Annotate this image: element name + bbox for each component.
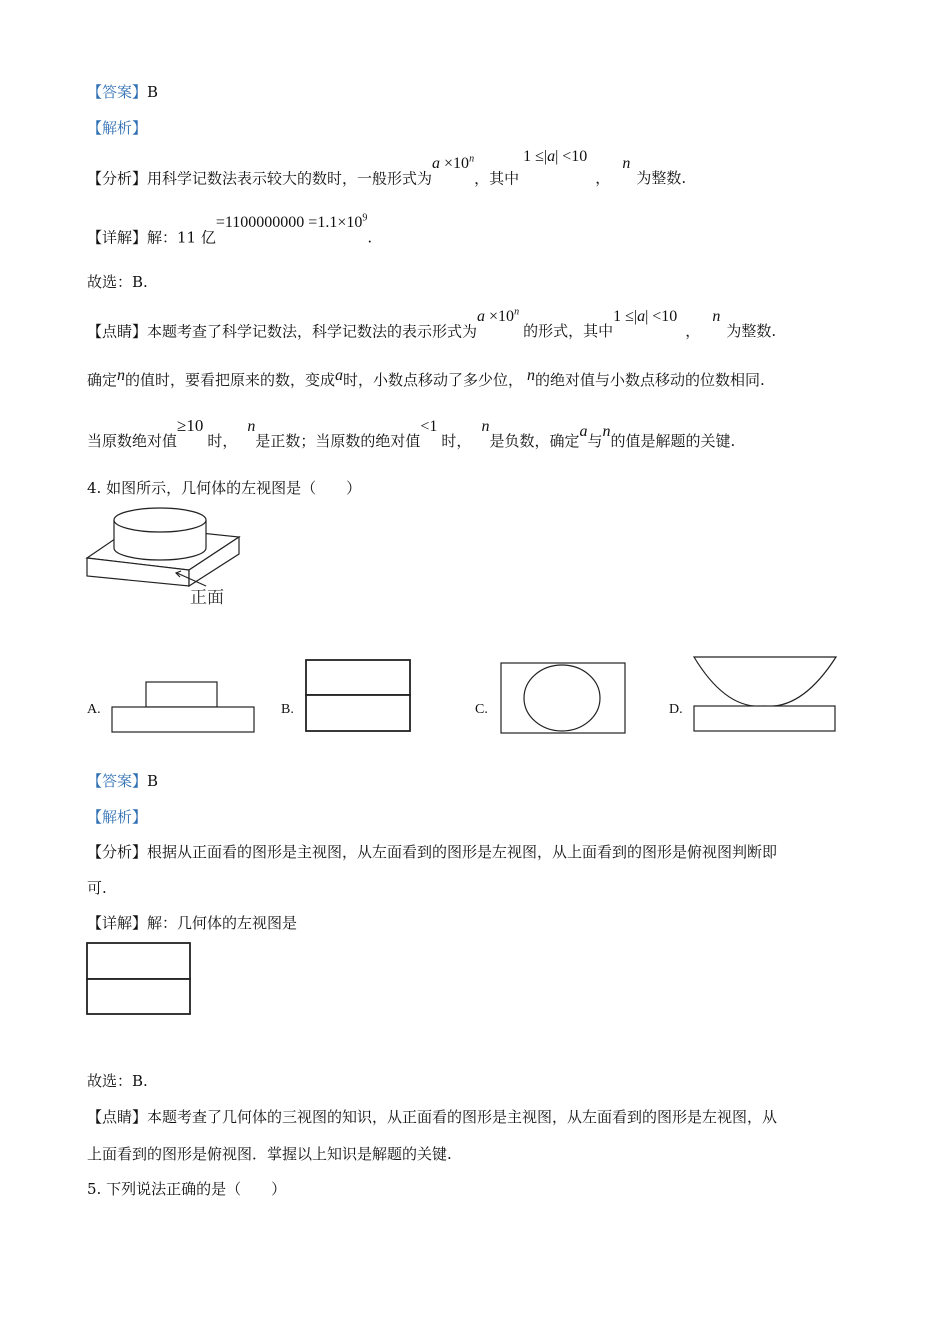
detail-tag: 【详解】 <box>87 914 148 932</box>
question-4 <box>87 478 361 498</box>
choice-text: 故选：B. <box>87 1072 148 1090</box>
choice-line <box>87 272 148 292</box>
rule-text: 时， <box>441 432 472 450</box>
choice-line <box>87 1071 148 1091</box>
option-c-figure[interactable] <box>498 660 628 736</box>
detail-text: 解：11 亿 <box>147 228 216 247</box>
answer-tag: 【答案】 <box>87 772 148 790</box>
detail-end: . <box>367 228 373 247</box>
fenxi-tag: 【分析】 <box>87 169 148 188</box>
rule-text: 是正数；当原数的绝对值 <box>255 432 421 450</box>
var-n: n <box>247 418 256 435</box>
fenxi-line-2 <box>87 878 107 898</box>
dianjing-tag: 【点睛】 <box>87 322 148 341</box>
fenxi-text: 为整数. <box>636 169 687 188</box>
rule-text: 时， <box>207 432 238 450</box>
var-n: n <box>481 418 490 435</box>
detail-tag: 【详解】 <box>87 228 148 247</box>
var-a: a <box>579 423 588 440</box>
fenxi-text: ，其中 <box>474 169 520 188</box>
analysis-tag: 【解析】 <box>87 119 148 137</box>
rule-text: 的值是解题的关键. <box>610 432 736 450</box>
inequality: 1 ≤|a| <10 <box>613 308 678 326</box>
analysis-line <box>87 807 147 827</box>
fenxi-text: 用科学记数法表示较大的数时，一般形式为 <box>147 169 433 188</box>
front-label: 正面 <box>190 588 224 608</box>
answer-line <box>87 82 158 102</box>
detail-text: 解：几何体的左视图是 <box>147 914 298 932</box>
dianjing-line <box>87 307 777 342</box>
analysis-line <box>87 118 147 138</box>
detail-line <box>87 213 373 248</box>
option-b-figure[interactable] <box>303 656 413 736</box>
var-n: n <box>527 367 536 384</box>
option-d-label[interactable]: D. <box>669 702 683 717</box>
option-a-figure[interactable] <box>108 678 258 738</box>
rule-line-2 <box>87 367 765 391</box>
fenxi-tag: 【分析】 <box>87 843 148 861</box>
dianjing-text: 上面看到的图形是俯视图．掌握以上知识是解题的关键. <box>87 1145 452 1163</box>
lt-1: <1 <box>420 418 438 435</box>
var-n: n <box>602 423 611 440</box>
fenxi-text: 根据从正面看的图形是主视图，从左面看到的图形是左视图，从上面看到的图形是俯视图判断即 <box>147 843 778 861</box>
choice-text: 故选：B. <box>87 273 148 291</box>
option-d-figure[interactable] <box>690 654 840 736</box>
inequality: 1 ≤|a| <10 <box>523 148 588 166</box>
fenxi-text: ， <box>595 169 611 188</box>
rule-text: 与 <box>587 432 603 450</box>
rule-text: 时，小数点移动了多少位， <box>343 371 524 389</box>
dianjing-line <box>87 1107 777 1127</box>
ge-10: ≥10 <box>177 416 204 435</box>
rule-line-3 <box>87 416 736 452</box>
fenxi-text: 可. <box>87 879 107 897</box>
rule-text: 当原数绝对值 <box>87 432 178 450</box>
question-text: 5. 下列说法正确的是（ ） <box>87 1180 287 1198</box>
dianjing-tag: 【点睛】 <box>87 1108 148 1126</box>
dianjing-line-2 <box>87 1144 452 1164</box>
dianjing-text: 本题考查了几何体的三视图的知识，从正面看的图形是主视图，从左面看到的图形是左视图，从 <box>147 1108 778 1126</box>
left-view-figure <box>85 940 195 1020</box>
dianjing-text: 的形式，其中 <box>523 322 614 341</box>
question-5 <box>87 1179 286 1199</box>
option-c-label[interactable]: C. <box>475 702 488 717</box>
sci-form: $a \times 10^n$ <box>477 307 520 326</box>
answer-value: B <box>147 772 159 790</box>
dianjing-text: 本题考查了科学记数法，科学记数法的表示形式为 <box>147 322 478 341</box>
dianjing-text: 为整数. <box>726 322 777 341</box>
fenxi-line <box>87 148 687 189</box>
rule-text: 的绝对值与小数点移动的位数相同. <box>535 371 765 389</box>
answer-tag: 【答案】 <box>87 83 148 101</box>
option-b-label[interactable]: B. <box>281 702 294 717</box>
var-n: n <box>622 155 631 173</box>
answer-line <box>87 771 158 791</box>
detail-math: $=1100000000 =1.1\times 10^9$ <box>215 213 368 232</box>
detail-line <box>87 913 297 933</box>
rule-text: 确定 <box>87 371 118 389</box>
analysis-tag: 【解析】 <box>87 808 148 826</box>
rule-text: 的值时，要看把原来的数，变成 <box>125 371 336 389</box>
fenxi-line <box>87 842 777 862</box>
dianjing-text: ， <box>685 322 701 341</box>
solid-figure <box>84 506 264 616</box>
question-text: 4. 如图所示，几何体的左视图是（ ） <box>87 479 362 497</box>
var-a: a <box>335 367 344 384</box>
sci-form: $a \times 10^n$ <box>432 154 475 173</box>
answer-value: B <box>147 83 159 101</box>
var-n: n <box>117 367 126 384</box>
var-n: n <box>712 308 721 326</box>
option-a-label[interactable]: A. <box>87 702 101 717</box>
rule-text: 是负数，确定 <box>489 432 580 450</box>
